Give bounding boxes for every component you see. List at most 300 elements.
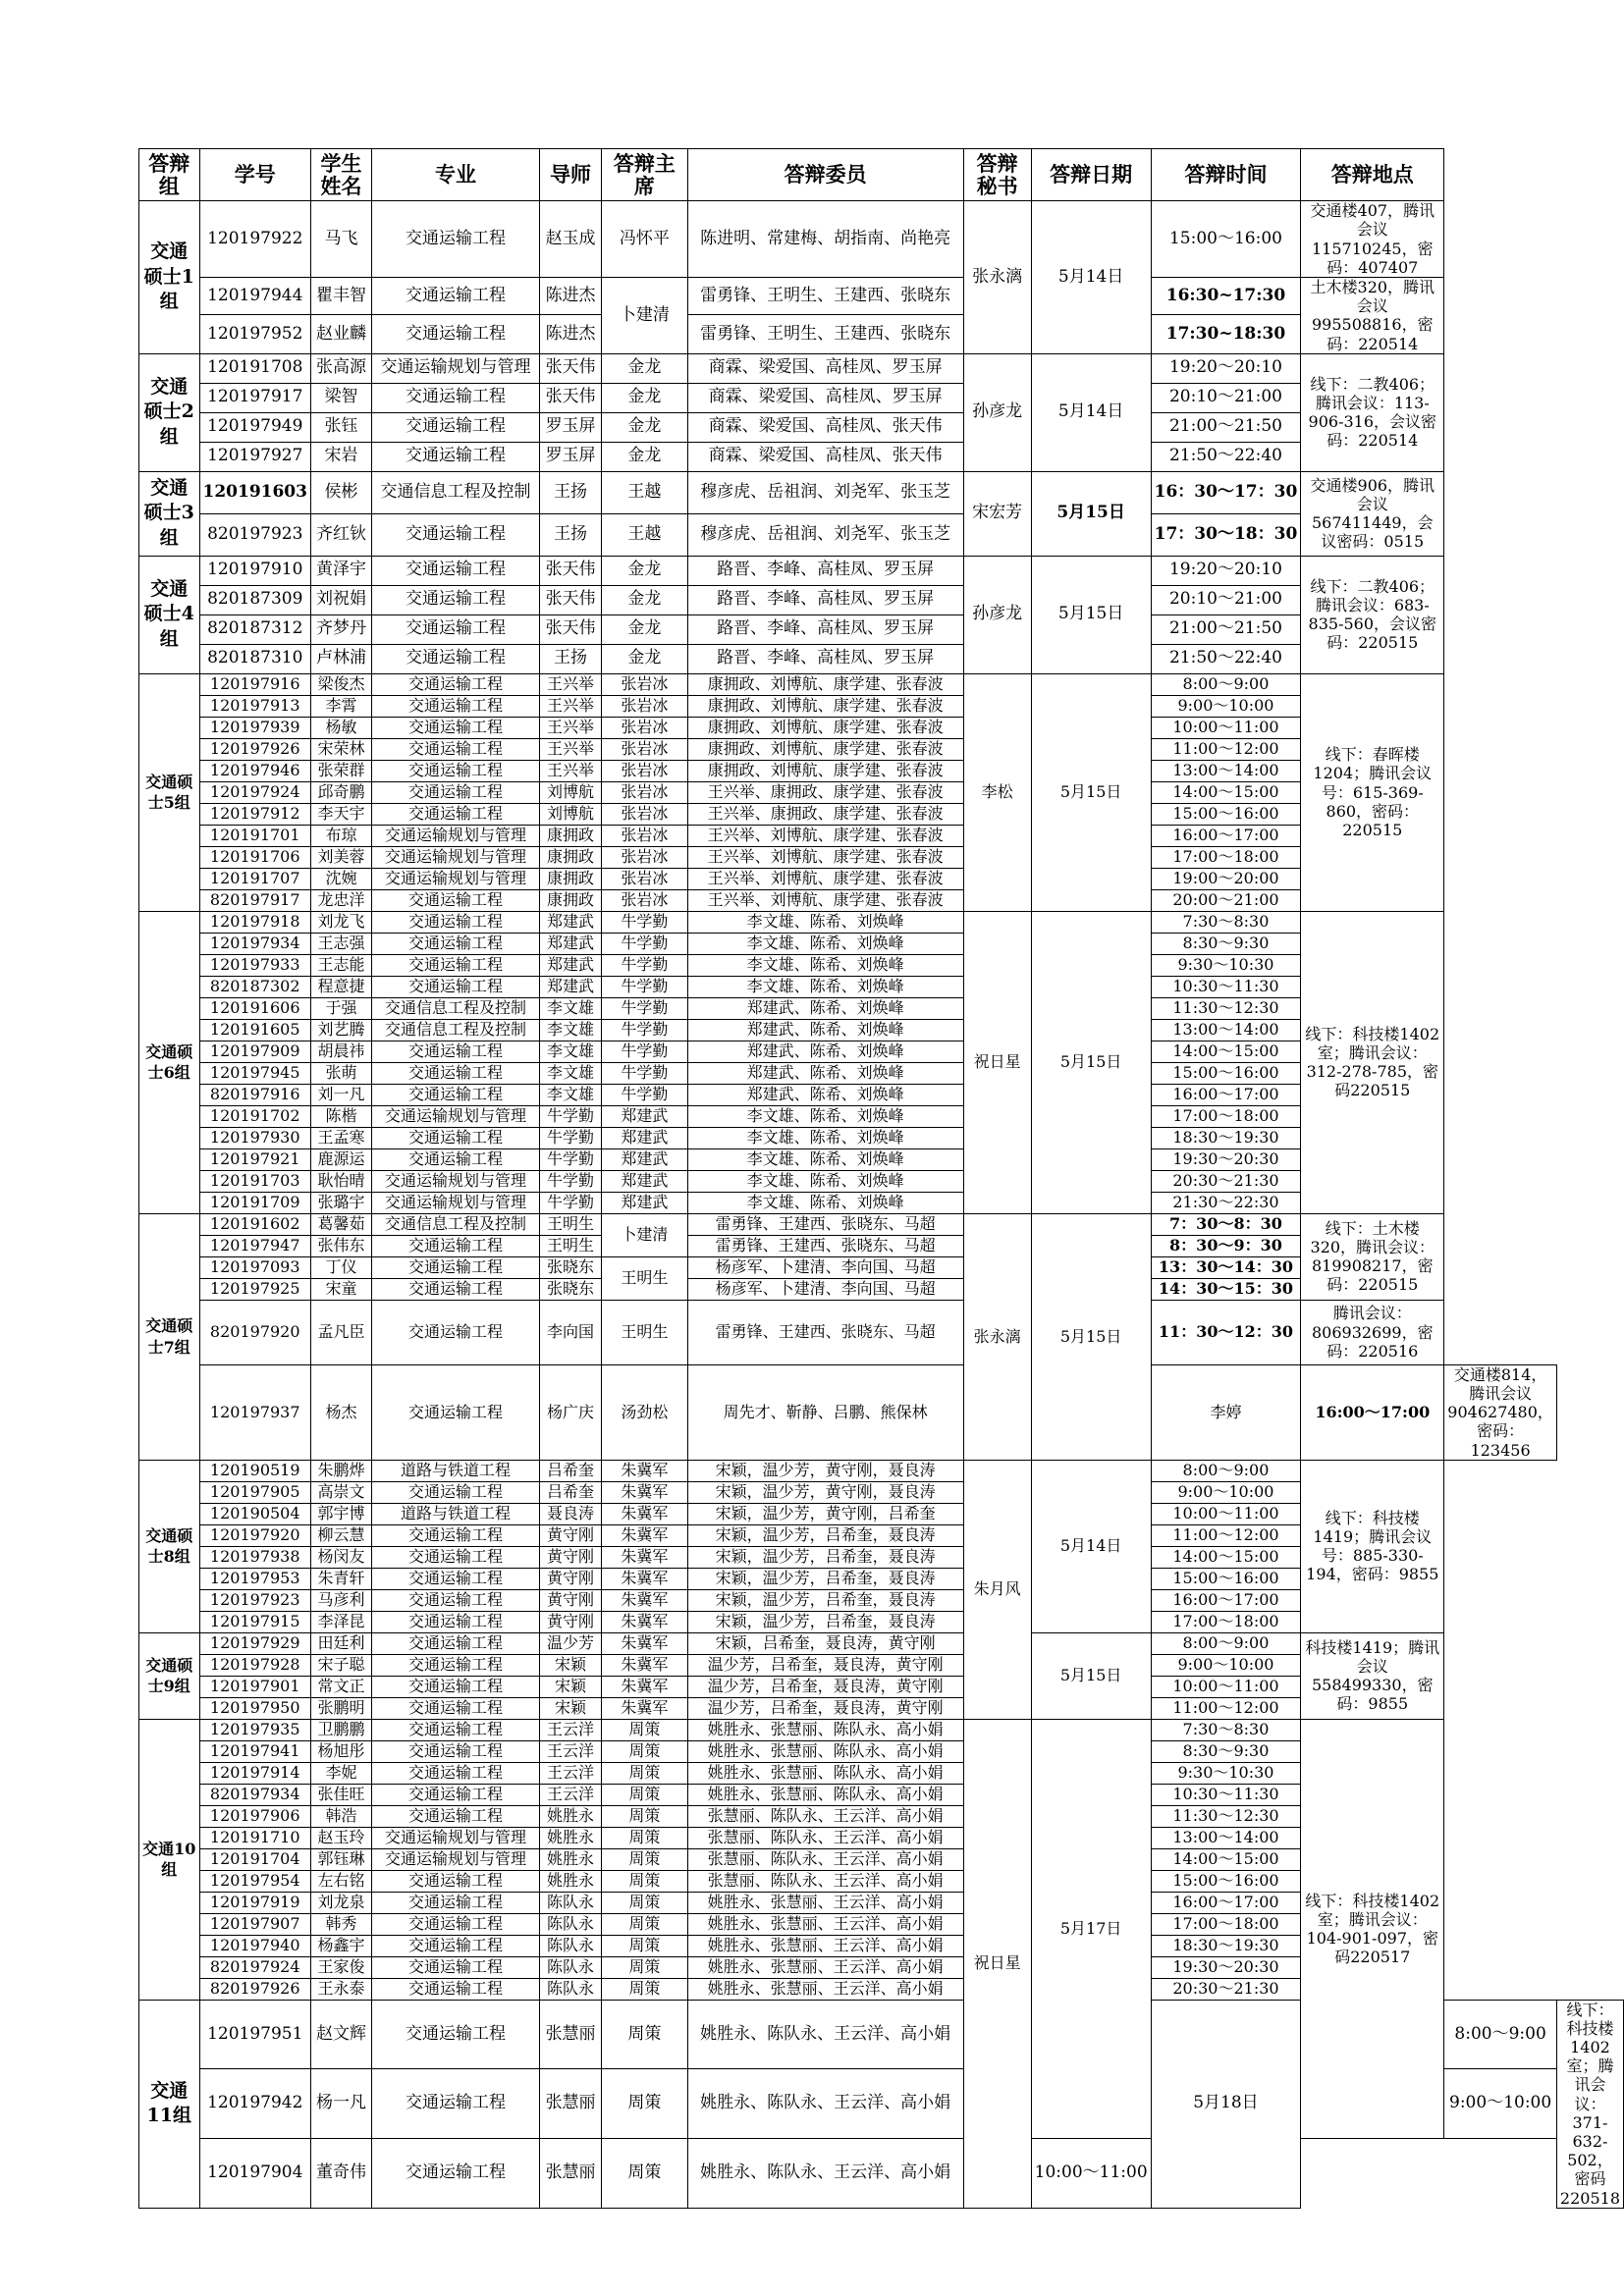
cell: 郑建武 xyxy=(602,1127,687,1148)
cell: 120191605 xyxy=(199,1019,310,1041)
cell: 9:00～10:00 xyxy=(1444,2069,1557,2139)
cell: 姚胜永、张慧丽、王云洋、高小娟 xyxy=(687,1978,963,2000)
cell: 王志强 xyxy=(310,933,371,954)
cell: 罗玉屏 xyxy=(539,442,601,471)
cell: 王兴举、刘博航、康学建、张春波 xyxy=(687,889,963,911)
cell: 120191709 xyxy=(199,1192,310,1213)
cell: 120197951 xyxy=(199,2000,310,2069)
cell: 朱冀军 xyxy=(602,1611,687,1632)
cell: 交通运输工程 xyxy=(372,1676,540,1697)
cell: 张天伟 xyxy=(539,383,601,412)
cell: 120197912 xyxy=(199,803,310,825)
cell: 120197934 xyxy=(199,933,310,954)
cell: 牛学勤 xyxy=(602,933,687,954)
cell: 120197933 xyxy=(199,954,310,976)
cell: 820197924 xyxy=(199,1956,310,1978)
cell: 120197939 xyxy=(199,717,310,738)
cell: 21:00～21:50 xyxy=(1151,412,1301,442)
cell: 宋颖 xyxy=(539,1654,601,1676)
cell: 交通运输工程 xyxy=(372,1956,540,1978)
cell: 丁仪 xyxy=(310,1256,371,1278)
cell: 120191703 xyxy=(199,1170,310,1192)
cell: 5月14日 xyxy=(1031,201,1151,354)
cell: 120197924 xyxy=(199,781,310,803)
cell: 120197914 xyxy=(199,1762,310,1784)
cell: 交通运输规划与管理 xyxy=(372,1192,540,1213)
cell: 线下：科技楼1402室；腾讯会议：371-632-502，密码220518 xyxy=(1556,2000,1623,2208)
cell: 120191606 xyxy=(199,997,310,1019)
cell: 11:00～12:00 xyxy=(1151,738,1301,760)
cell: 沈婉 xyxy=(310,868,371,889)
cell: 交通运输工程 xyxy=(372,1611,540,1632)
cell: 黄守刚 xyxy=(539,1611,601,1632)
cell: 王兴举 xyxy=(539,760,601,781)
cell: 17:00～18:00 xyxy=(1151,1913,1301,1935)
header-student-id: 学号 xyxy=(199,149,310,201)
cell: 张佳旺 xyxy=(310,1784,371,1805)
cell: 11：30～12：30 xyxy=(1151,1300,1301,1364)
cell: 梁智 xyxy=(310,383,371,412)
cell: 交通运输规划与管理 xyxy=(372,1105,540,1127)
header-row xyxy=(139,149,1624,201)
cell: 9:00～10:00 xyxy=(1151,1481,1301,1503)
cell: 王家俊 xyxy=(310,1956,371,1978)
cell: 周先才、靳静、吕鹏、熊保林 xyxy=(687,1364,963,1460)
cell: 120197935 xyxy=(199,1719,310,1740)
cell: 姚胜永 xyxy=(539,1848,601,1870)
cell: 120197906 xyxy=(199,1805,310,1827)
cell: 19:30～20:30 xyxy=(1151,1956,1301,1978)
cell: 交通运输工程 xyxy=(372,1278,540,1300)
cell: 杨彦军、卜建清、李向国、马超 xyxy=(687,1278,963,1300)
table-row xyxy=(139,1364,1624,1460)
cell: 王兴举、刘博航、康学建、张春波 xyxy=(687,846,963,868)
table-row xyxy=(139,1300,1624,1364)
cell: 8:00～9:00 xyxy=(1151,1632,1301,1654)
cell: 李文雄、陈希、刘焕峰 xyxy=(687,1105,963,1127)
cell: 交通运输工程 xyxy=(372,1127,540,1148)
cell: 820187309 xyxy=(199,585,310,614)
cell: 康拥政 xyxy=(539,825,601,846)
cell: 交通运输工程 xyxy=(372,2139,540,2209)
cell: 高崇文 xyxy=(310,1481,371,1503)
cell: 交通运输工程 xyxy=(372,1524,540,1546)
cell: 王永泰 xyxy=(310,1978,371,2000)
cell: 朱鹏烨 xyxy=(310,1460,371,1481)
cell: 交通运输工程 xyxy=(372,442,540,471)
cell: 李文雄 xyxy=(539,1019,601,1041)
cell: 康拥政、刘博航、康学建、张春波 xyxy=(687,760,963,781)
cell: 姚胜永、张慧丽、陈队永、高小娟 xyxy=(687,1784,963,1805)
cell: 李文雄、陈希、刘焕峰 xyxy=(687,933,963,954)
cell: 李文雄 xyxy=(539,1062,601,1084)
cell: 交通运输工程 xyxy=(372,644,540,673)
cell: 朱青轩 xyxy=(310,1568,371,1589)
cell: 周策 xyxy=(602,1827,687,1848)
cell: 金龙 xyxy=(602,353,687,383)
cell: 李文雄、陈希、刘焕峰 xyxy=(687,1127,963,1148)
cell: 820197934 xyxy=(199,1784,310,1805)
cell: 13:00～14:00 xyxy=(1151,1019,1301,1041)
cell: 820197916 xyxy=(199,1084,310,1105)
cell: 宋颖，温少芳，黄守刚，聂良涛 xyxy=(687,1460,963,1481)
cell: 120197929 xyxy=(199,1632,310,1654)
cell: 姚胜永、陈队永、王云洋、高小娟 xyxy=(687,2000,963,2069)
cell: 交通信息工程及控制 xyxy=(372,471,540,513)
cell: 周策 xyxy=(602,1913,687,1935)
cell: 交通运输工程 xyxy=(372,1041,540,1062)
group-name: 交通10组 xyxy=(139,1719,200,2000)
cell: 朱冀军 xyxy=(602,1546,687,1568)
table-row xyxy=(139,556,1624,585)
group-name: 交通硕士9组 xyxy=(139,1632,200,1719)
cell: 李婷 xyxy=(1151,1364,1301,1460)
cell: 120191707 xyxy=(199,868,310,889)
cell: 交通楼407，腾讯会议115710245，密码：407407 xyxy=(1301,201,1444,278)
cell: 21:30～22:30 xyxy=(1151,1192,1301,1213)
cell: 金龙 xyxy=(602,585,687,614)
cell: 20:30～21:30 xyxy=(1151,1170,1301,1192)
cell: 120197917 xyxy=(199,383,310,412)
cell: 陈队永 xyxy=(539,1913,601,1935)
cell: 张慧丽、陈队永、王云洋、高小娟 xyxy=(687,1827,963,1848)
cell: 葛馨茹 xyxy=(310,1213,371,1235)
cell: 16:00～17:00 xyxy=(1151,1084,1301,1105)
cell: 左右铭 xyxy=(310,1870,371,1892)
cell: 120197922 xyxy=(199,201,310,278)
cell: 王扬 xyxy=(539,513,601,556)
cell: 马飞 xyxy=(310,201,371,278)
cell: 路晋、李峰、高桂凤、罗玉屏 xyxy=(687,585,963,614)
cell: 9:30～10:30 xyxy=(1151,954,1301,976)
cell: 14:00～15:00 xyxy=(1151,1848,1301,1870)
cell: 刘博航 xyxy=(539,781,601,803)
cell: 张晓东 xyxy=(539,1278,601,1300)
cell: 120197923 xyxy=(199,1589,310,1611)
cell: 姚胜永、张慧丽、陈队永、高小娟 xyxy=(687,1740,963,1762)
cell: 赵业麟 xyxy=(310,315,371,354)
cell: 交通运输工程 xyxy=(372,315,540,354)
cell: 王云洋 xyxy=(539,1719,601,1740)
cell: 刘龙泉 xyxy=(310,1892,371,1913)
cell: 雷勇锋、王建西、张晓东、马超 xyxy=(687,1213,963,1235)
cell: 牛学勤 xyxy=(602,954,687,976)
cell: 张岩冰 xyxy=(602,738,687,760)
header-date: 答辩日期 xyxy=(1031,149,1151,201)
cell: 交通运输工程 xyxy=(372,933,540,954)
cell: 张永漓 xyxy=(963,1213,1031,1460)
cell: 路晋、李峰、高桂凤、罗玉屏 xyxy=(687,614,963,644)
cell: 120197949 xyxy=(199,412,310,442)
cell: 11:30～12:30 xyxy=(1151,1805,1301,1827)
cell: 郑建武、陈希、刘焕峰 xyxy=(687,1084,963,1105)
cell: 20:30～21:30 xyxy=(1151,1978,1301,2000)
cell: 120197940 xyxy=(199,1935,310,1956)
cell: 张岩冰 xyxy=(602,760,687,781)
cell: 雷勇锋、王明生、王建西、张晓东 xyxy=(687,278,963,315)
cell: 16:00～17:00 xyxy=(1151,825,1301,846)
cell: 19:00～20:00 xyxy=(1151,868,1301,889)
table-row xyxy=(139,2139,1624,2209)
cell: 姚胜永 xyxy=(539,1870,601,1892)
cell: 郑建武、陈希、刘焕峰 xyxy=(687,1062,963,1084)
cell: 姚胜永、张慧丽、王云洋、高小娟 xyxy=(687,1913,963,1935)
cell: 交通运输规划与管理 xyxy=(372,846,540,868)
cell: 康拥政 xyxy=(539,889,601,911)
cell: 宋岩 xyxy=(310,442,371,471)
cell: 聂良涛 xyxy=(539,1503,601,1524)
table-row xyxy=(139,278,1624,296)
cell: 16：30～17：30 xyxy=(1151,471,1301,513)
cell: 5月15日 xyxy=(1031,1632,1151,1719)
cell: 张慧丽、陈队永、王云洋、高小娟 xyxy=(687,1848,963,1870)
cell: 交通运输工程 xyxy=(372,383,540,412)
cell: 张慧丽 xyxy=(539,2069,601,2139)
cell: 5月15日 xyxy=(1031,911,1151,1213)
cell: 温少芳 xyxy=(539,1632,601,1654)
cell: 交通运输规划与管理 xyxy=(372,1827,540,1848)
cell: 820187302 xyxy=(199,976,310,997)
cell: 王孟寒 xyxy=(310,1127,371,1148)
cell: 道路与铁道工程 xyxy=(372,1460,540,1481)
cell: 120197941 xyxy=(199,1740,310,1762)
cell: 宋童 xyxy=(310,1278,371,1300)
cell: 郑建武 xyxy=(602,1192,687,1213)
cell: 120197905 xyxy=(199,1481,310,1503)
cell: 李泽昆 xyxy=(310,1611,371,1632)
cell: 交通运输工程 xyxy=(372,781,540,803)
cell: 李文雄、陈希、刘焕峰 xyxy=(687,1192,963,1213)
cell: 黄守刚 xyxy=(539,1589,601,1611)
cell: 陈进杰 xyxy=(539,315,601,354)
cell: 交通运输工程 xyxy=(372,1062,540,1084)
header-group: 答辩组 xyxy=(139,149,200,201)
cell: 张岩冰 xyxy=(602,825,687,846)
cell: 交通运输工程 xyxy=(372,513,540,556)
cell: 张岩冰 xyxy=(602,846,687,868)
cell: 邱奇鹏 xyxy=(310,781,371,803)
cell: 王兴举 xyxy=(539,695,601,717)
cell: 陈队永 xyxy=(539,1892,601,1913)
cell: 周策 xyxy=(602,1956,687,1978)
cell: 杨彦军、卜建清、李向国、马超 xyxy=(687,1256,963,1278)
cell: 线下：春晖楼1204；腾讯会议号：615-369-860，密码：220515 xyxy=(1301,673,1444,911)
defense-schedule-table xyxy=(138,148,1624,2209)
cell: 8:30～9:30 xyxy=(1151,933,1301,954)
cell: 王兴举、刘博航、康学建、张春波 xyxy=(687,825,963,846)
cell: 交通运输工程 xyxy=(372,1935,540,1956)
cell: 交通运输工程 xyxy=(372,201,540,278)
cell: 17:00～18:00 xyxy=(1151,1611,1301,1632)
cell: 郭宇博 xyxy=(310,1503,371,1524)
cell: 15:00～16:00 xyxy=(1151,803,1301,825)
cell: 17：30～18：30 xyxy=(1151,513,1301,556)
table-row xyxy=(139,353,1624,383)
cell: 黄守刚 xyxy=(539,1546,601,1568)
cell: 120190504 xyxy=(199,1503,310,1524)
cell: 郑建武 xyxy=(602,1148,687,1170)
cell: 820187312 xyxy=(199,614,310,644)
cell: 赵玉玲 xyxy=(310,1827,371,1848)
cell: 刘祝娟 xyxy=(310,585,371,614)
cell: 杨广庆 xyxy=(539,1364,601,1460)
cell: 交通运输规划与管理 xyxy=(372,1170,540,1192)
cell: 120197904 xyxy=(199,2139,310,2209)
cell: 120197901 xyxy=(199,1676,310,1697)
cell: 宋宏芳 xyxy=(963,471,1031,556)
cell: 宋颖 xyxy=(539,1697,601,1719)
cell: 刘美蓉 xyxy=(310,846,371,868)
cell: 周策 xyxy=(602,1935,687,1956)
cell: 朱冀军 xyxy=(602,1697,687,1719)
cell: 郭钰琳 xyxy=(310,1848,371,1870)
cell: 李霄 xyxy=(310,695,371,717)
cell: 周策 xyxy=(602,1784,687,1805)
cell: 程意捷 xyxy=(310,976,371,997)
cell: 5月15日 xyxy=(1031,1213,1151,1460)
cell: 张岩冰 xyxy=(602,695,687,717)
cell: 11:30～12:30 xyxy=(1151,997,1301,1019)
cell: 20:10～21:00 xyxy=(1151,585,1301,614)
cell: 820197926 xyxy=(199,1978,310,2000)
cell: 5月15日 xyxy=(1031,471,1151,556)
cell: 5月18日 xyxy=(1151,2000,1301,2208)
cell: 交通运输工程 xyxy=(372,1784,540,1805)
cell: 李文雄 xyxy=(539,1041,601,1062)
cell: 康拥政、刘博航、康学建、张春波 xyxy=(687,738,963,760)
cell: 吕希奎 xyxy=(539,1481,601,1503)
cell: 周策 xyxy=(602,1978,687,2000)
cell: 布琼 xyxy=(310,825,371,846)
header-chair: 答辩主席 xyxy=(602,149,687,201)
cell: 周策 xyxy=(602,2139,687,2209)
cell: 卢林浦 xyxy=(310,644,371,673)
cell: 汤劲松 xyxy=(602,1364,687,1460)
cell: 120197915 xyxy=(199,1611,310,1632)
cell: 王兴举 xyxy=(539,673,601,695)
cell: 线下：科技楼1402室；腾讯会议：312-278-785，密码220515 xyxy=(1301,911,1444,1213)
cell: 14:00～15:00 xyxy=(1151,1041,1301,1062)
group-name: 交通硕士3组 xyxy=(139,471,200,556)
cell: 商霖、梁爱国、高桂凤、张天伟 xyxy=(687,442,963,471)
cell: 张天伟 xyxy=(539,556,601,585)
cell: 李文雄、陈希、刘焕峰 xyxy=(687,976,963,997)
cell: 商霖、梁爱国、高桂凤、张天伟 xyxy=(687,412,963,442)
cell: 120190519 xyxy=(199,1460,310,1481)
cell: 120197093 xyxy=(199,1256,310,1278)
cell: 10:00～11:00 xyxy=(1151,717,1301,738)
cell: 杨杰 xyxy=(310,1364,371,1460)
cell: 交通信息工程及控制 xyxy=(372,997,540,1019)
cell: 金龙 xyxy=(602,442,687,471)
cell: 王云洋 xyxy=(539,1784,601,1805)
cell: 交通运输工程 xyxy=(372,1654,540,1676)
cell: 15:00～16:00 xyxy=(1151,1870,1301,1892)
cell: 交通运输工程 xyxy=(372,673,540,695)
cell: 李文雄、陈希、刘焕峰 xyxy=(687,1170,963,1192)
cell: 龙忠洋 xyxy=(310,889,371,911)
cell: 商霖、梁爱国、高桂凤、罗玉屏 xyxy=(687,353,963,383)
cell: 120197930 xyxy=(199,1127,310,1148)
cell: 线下：科技楼1419；腾讯会议号：885-330-194，密码：9855 xyxy=(1301,1460,1444,1632)
cell: 陈进明、常建梅、胡指南、尚艳亮 xyxy=(687,201,963,278)
cell: 交通运输工程 xyxy=(372,412,540,442)
cell: 卜建清 xyxy=(602,278,687,354)
cell: 吕希奎 xyxy=(539,1460,601,1481)
cell: 线下：二教406；腾讯会议：683-835-560，会议密码：220515 xyxy=(1301,556,1444,673)
cell: 路晋、李峰、高桂凤、罗玉屏 xyxy=(687,644,963,673)
cell: 7:30～8:30 xyxy=(1151,911,1301,933)
cell: 线下：土木楼320，腾讯会议：819908217，密码：220515 xyxy=(1301,1213,1444,1300)
cell: 耿怡晴 xyxy=(310,1170,371,1192)
cell: 21:50～22:40 xyxy=(1151,644,1301,673)
cell: 朱月风 xyxy=(963,1460,1031,1719)
cell: 陈队永 xyxy=(539,1935,601,1956)
cell: 梁俊杰 xyxy=(310,673,371,695)
cell: 祝日星 xyxy=(963,1719,1031,2208)
cell: 14:00～15:00 xyxy=(1151,781,1301,803)
cell: 温少芳，吕希奎，聂良涛，黄守刚 xyxy=(687,1697,963,1719)
cell: 王明生 xyxy=(602,1256,687,1300)
cell: 姚胜永 xyxy=(539,1805,601,1827)
cell: 18:30～19:30 xyxy=(1151,1935,1301,1956)
table-row xyxy=(139,471,1624,513)
cell: 道路与铁道工程 xyxy=(372,1503,540,1524)
cell: 孙彦龙 xyxy=(963,556,1031,673)
cell: 5月17日 xyxy=(1031,1719,1151,2138)
cell: 张晓东 xyxy=(539,1256,601,1278)
group-name: 交通11组 xyxy=(139,2000,200,2208)
cell: 120191706 xyxy=(199,846,310,868)
header-student-name: 学生姓名 xyxy=(310,149,371,201)
cell: 120191603 xyxy=(199,471,310,513)
cell: 田廷利 xyxy=(310,1632,371,1654)
cell: 张岩冰 xyxy=(602,889,687,911)
cell: 交通运输工程 xyxy=(372,911,540,933)
cell: 120197953 xyxy=(199,1568,310,1589)
cell: 李妮 xyxy=(310,1762,371,1784)
cell: 120197952 xyxy=(199,315,310,354)
cell: 交通运输工程 xyxy=(372,1300,540,1364)
cell: 康拥政、刘博航、康学建、张春波 xyxy=(687,717,963,738)
cell: 牛学勤 xyxy=(602,1062,687,1084)
cell: 金龙 xyxy=(602,644,687,673)
cell: 宋颖，温少芳，吕希奎，聂良涛 xyxy=(687,1524,963,1546)
cell: 交通运输工程 xyxy=(372,889,540,911)
cell: 张伟东 xyxy=(310,1235,371,1256)
cell: 15:00～16:00 xyxy=(1151,201,1301,278)
cell: 交通运输工程 xyxy=(372,1632,540,1654)
cell: 交通运输工程 xyxy=(372,1978,540,2000)
cell: 120197927 xyxy=(199,442,310,471)
cell: 交通运输工程 xyxy=(372,1481,540,1503)
cell: 交通运输工程 xyxy=(372,695,540,717)
cell: 王兴举、康拥政、康学建、张春波 xyxy=(687,781,963,803)
cell: 14：30～15：30 xyxy=(1151,1278,1301,1300)
cell: 李文雄、陈希、刘焕峰 xyxy=(687,1148,963,1170)
cell: 董奇伟 xyxy=(310,2139,371,2209)
cell: 郑建武 xyxy=(539,954,601,976)
cell: 王志能 xyxy=(310,954,371,976)
cell: 牛学勤 xyxy=(539,1192,601,1213)
cell: 120197918 xyxy=(199,911,310,933)
cell: 胡晨祎 xyxy=(310,1041,371,1062)
cell: 朱冀军 xyxy=(602,1632,687,1654)
cell: 线下：二教406；腾讯会议：113-906-316，会议密码：220514 xyxy=(1301,353,1444,471)
cell: 周策 xyxy=(602,1892,687,1913)
cell: 交通运输工程 xyxy=(372,1256,540,1278)
cell: 19:30～20:30 xyxy=(1151,1148,1301,1170)
